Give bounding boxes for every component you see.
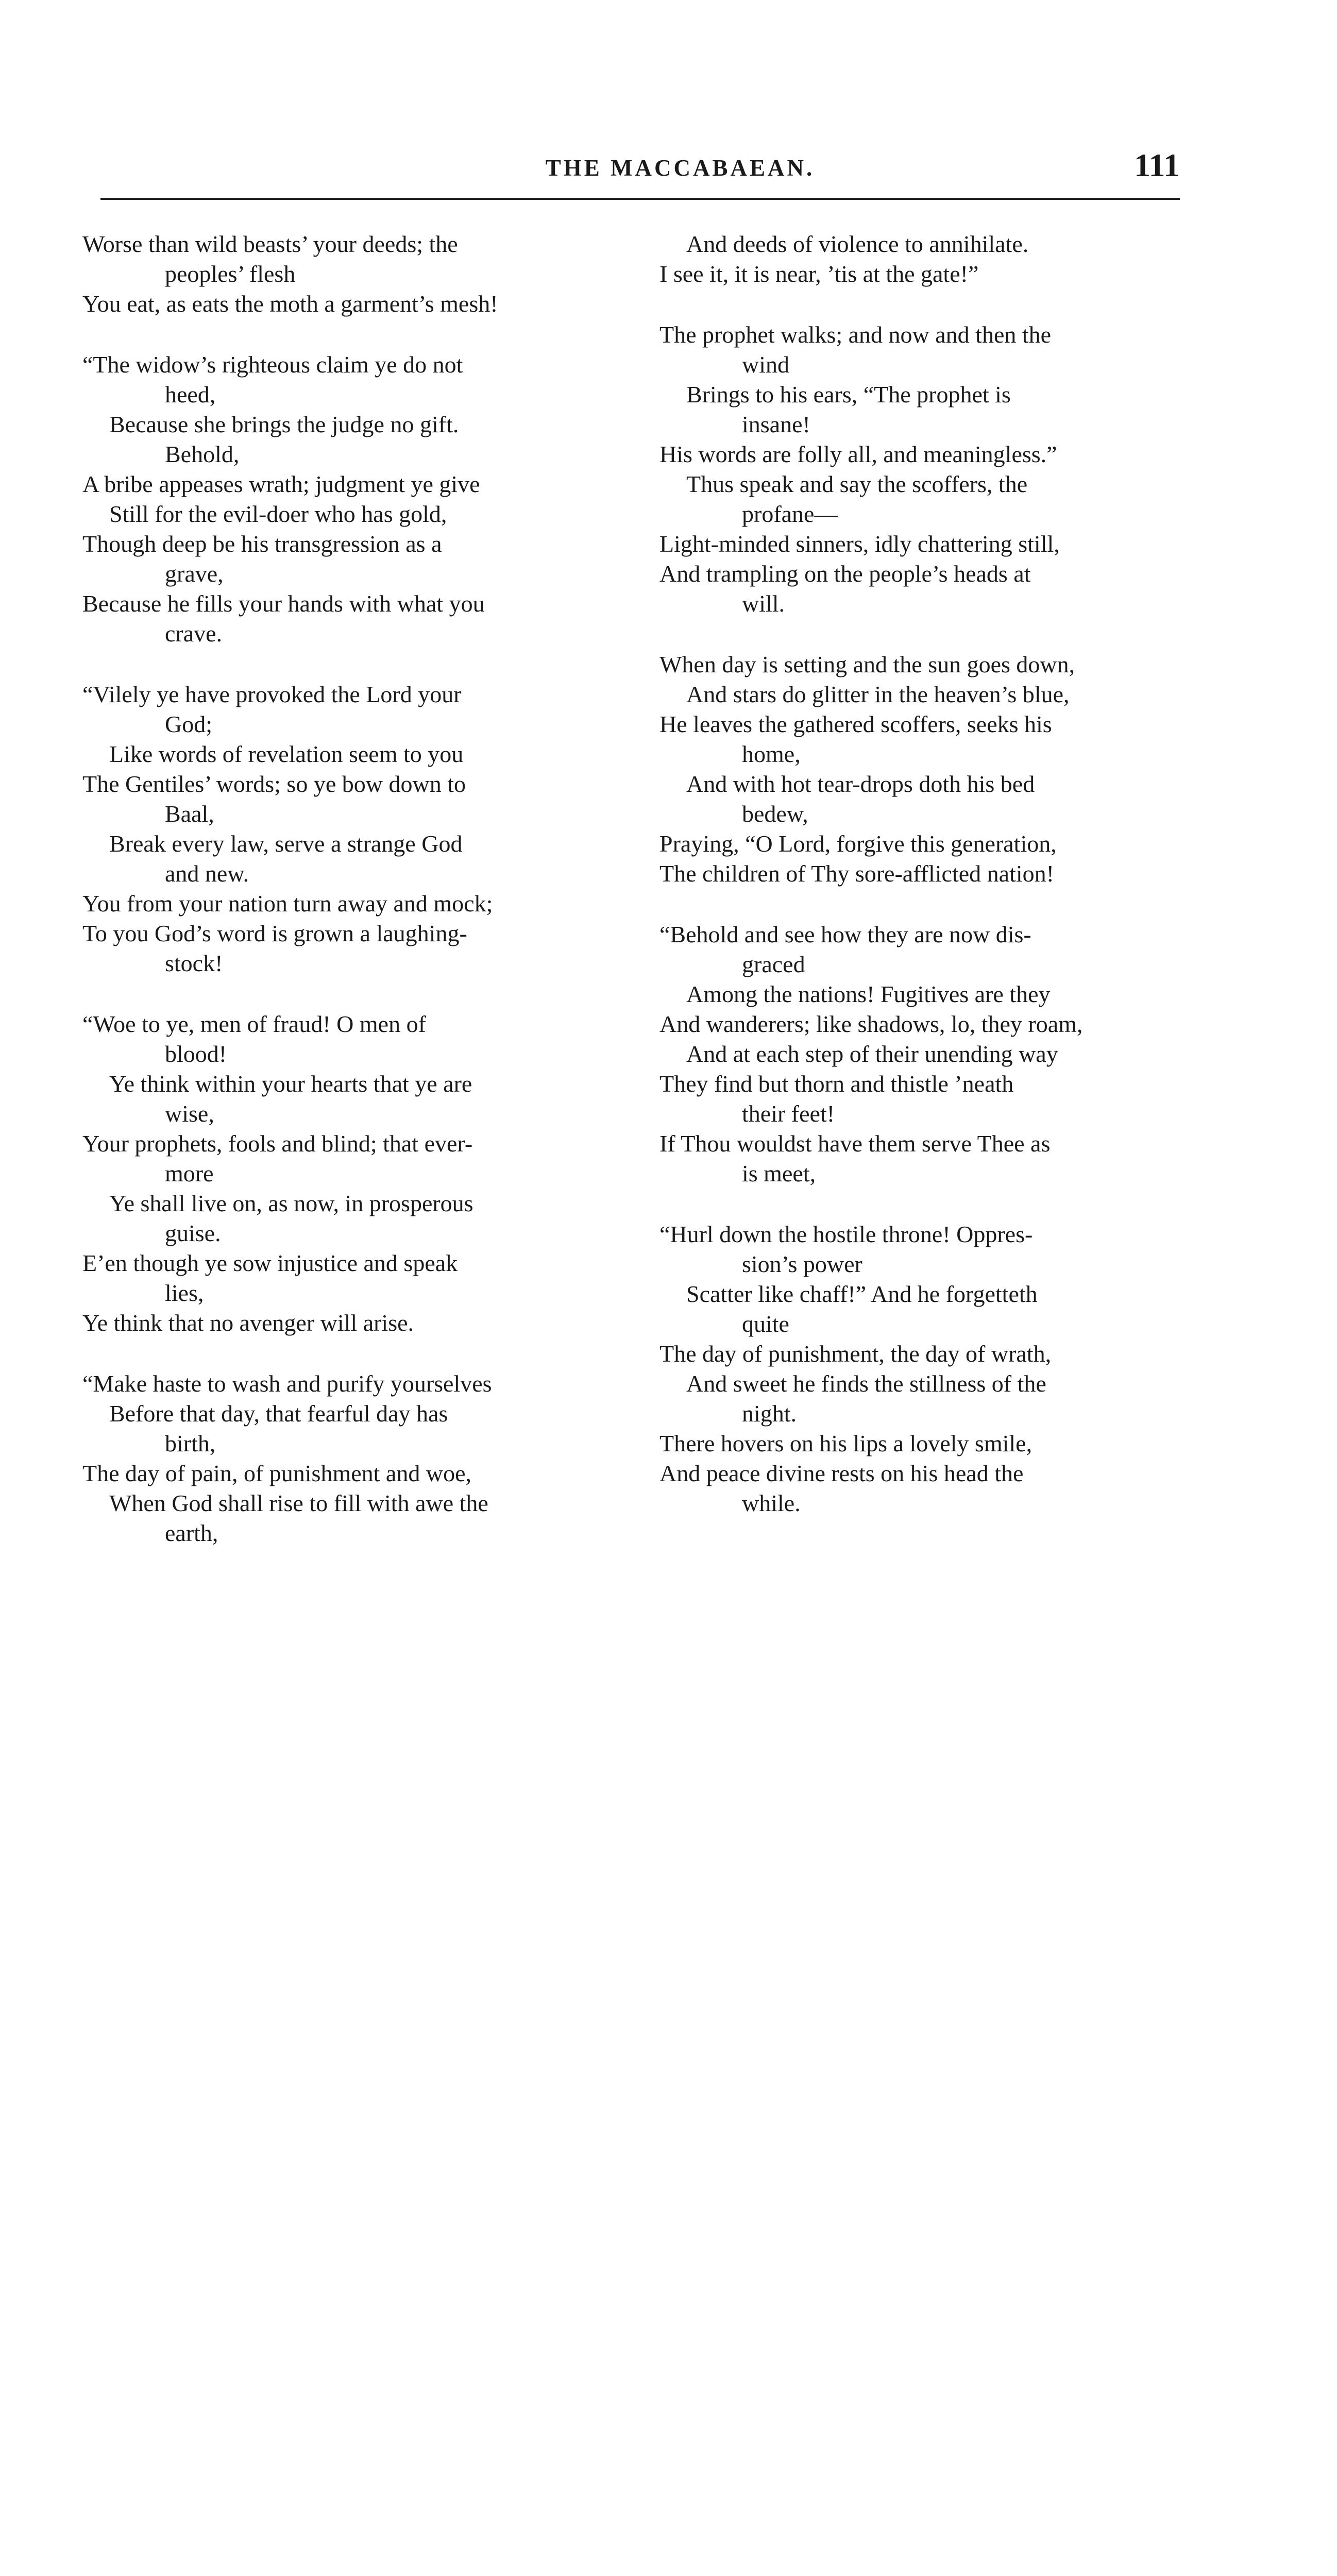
poem-line: lies, [165,1280,204,1306]
stanza [659,229,1221,289]
poem-line: guise. [165,1220,221,1246]
poem-line: “Behold and see how they are now dis- [659,921,1031,947]
poem-line: profane— [742,501,838,527]
poem-line: more [165,1160,214,1187]
poem-line: And at each step of their unending way [686,1041,1058,1067]
poem-line: peoples’ flesh [165,261,296,287]
poem-line: Praying, “O Lord, forgive this generation, [659,831,1057,857]
poem-line: birth, [165,1430,216,1456]
page-number: 111 [1134,147,1180,183]
poem-line: Light-minded sinners, idly chattering still, [659,531,1060,557]
poem-line: “Hurl down the hostile throne! Oppres- [659,1221,1033,1247]
poem-line: To you God’s word is grown a laughing- [82,920,467,946]
poem-line: home, [742,741,801,767]
poem-line: When God shall rise to fill with awe the [109,1490,488,1516]
stanza [659,920,1221,1189]
poem-line: Ye shall live on, as now, in prosperous [109,1190,473,1216]
poem-line: They find but thorn and thistle ’neath [659,1071,1014,1097]
stanza [82,1009,644,1338]
poem-line: “Vilely ye have provoked the Lord your [82,681,462,707]
poem-line: Still for the evil-doer who has gold, [109,501,447,527]
poem-line: When day is setting and the sun goes down, [659,651,1075,677]
stanza [82,680,644,978]
stanza [659,320,1221,619]
poem-line: And stars do glitter in the heaven’s blue, [686,681,1070,707]
poem-line: Ye think within your hearts that ye are [109,1071,472,1097]
page-footer [0,1947,1337,2030]
poem-line: wise, [165,1100,214,1127]
poem-line: Baal, [165,801,214,827]
poem-line: grave, [165,561,224,587]
poem-line: The prophet walks; and now and then the [659,321,1052,348]
poem-line: Among the nations! Fugitives are they [686,981,1051,1007]
poem-line: Before that day, that fearful day has [109,1400,448,1427]
poem-line: If Thou wouldst have them serve Thee as [659,1130,1051,1157]
poem-line: insane! [742,411,810,437]
stanza [82,1369,644,1548]
poem-line: And sweet he finds the stillness of the [686,1370,1046,1397]
poem-line: Brings to his ears, “The prophet is [686,381,1011,408]
poem-line: quite [742,1311,789,1337]
stanza [82,350,644,649]
stanza [82,229,644,319]
poem-line: sion’s power [742,1251,862,1277]
poem-line: A bribe appeases wrath; judgment ye give [82,471,480,497]
poem-line: Ye think that no avenger will arise. [82,1310,414,1336]
poem-line: Scatter like chaff!” And he forgetteth [686,1281,1038,1307]
poem-line: You eat, as eats the moth a garment’s mesh! [82,291,498,317]
poem-line: Because she brings the judge no gift. [109,411,459,437]
poem-line: Break every law, serve a strange God [109,831,463,857]
poem-line: E’en though ye sow injustice and speak [82,1250,458,1276]
poem-line: Thus speak and say the scoffers, the [686,471,1028,497]
poem-line: Though deep be his transgression as a [82,531,442,557]
poem-line: The day of punishment, the day of wrath, [659,1341,1052,1367]
poem-line: while. [742,1490,801,1516]
poem-line: The children of Thy sore-afflicted nation! [659,860,1054,887]
poem-line: Your prophets, fools and blind; that ever- [82,1130,473,1157]
poem-line: He leaves the gathered scoffers, seeks his [659,711,1052,737]
poem-line: will. [742,590,785,617]
poem-line: heed, [165,381,216,408]
poem-line: their feet! [742,1100,835,1127]
poem-line: Like words of revelation seem to you [109,741,464,767]
running-title: THE MACCABAEAN. [545,155,815,181]
poem-line: bedew, [742,801,808,827]
poem-line: is meet, [742,1160,816,1187]
stanza [659,1219,1221,1518]
stanza [659,650,1221,889]
poem-line: There hovers on his lips a lovely smile, [659,1430,1033,1456]
poem-line: God; [165,711,212,737]
poem-line: The Gentiles’ words; so ye bow down to [82,771,466,797]
poem-line: and new. [165,860,249,887]
poem-line: Because he fills your hands with what you [82,590,485,617]
poem-line: You from your nation turn away and mock; [82,890,493,917]
poem-line: “Woe to ye, men of fraud! O men of [82,1011,426,1037]
poem-line: crave. [165,620,223,647]
poem-line: “Make haste to wash and purify yourselves [82,1370,492,1397]
header-rule [100,198,1180,200]
poem-line: wind [742,351,789,378]
poem-line: And wanderers; like shadows, lo, they roam, [659,1011,1083,1037]
poem-line: His words are folly all, and meaningless.” [659,441,1057,467]
poem-line: And trampling on the people’s heads at [659,561,1031,587]
poem-line: And with hot tear-drops doth his bed [686,771,1035,797]
poem-line: And peace divine rests on his head the [659,1460,1024,1486]
poem-line: I see it, it is near, ’tis at the gate!” [659,261,979,287]
poem-line: Worse than wild beasts’ your deeds; the [82,231,458,257]
poem-line: And deeds of violence to annihilate. [686,231,1029,257]
poem-line: night. [742,1400,797,1427]
poem-line: The day of pain, of punishment and woe, [82,1460,471,1486]
page-header [0,0,1337,206]
poem-line: blood! [165,1041,227,1067]
poem-line: earth, [165,1520,218,1546]
poem-column-right [659,229,1221,1549]
poem-line: graced [742,951,805,977]
poem-line: “The widow’s righteous claim ye do not [82,351,463,378]
poem-line: Behold, [165,441,240,467]
poem-column-left [82,229,644,1579]
poem-line: stock! [165,950,223,976]
